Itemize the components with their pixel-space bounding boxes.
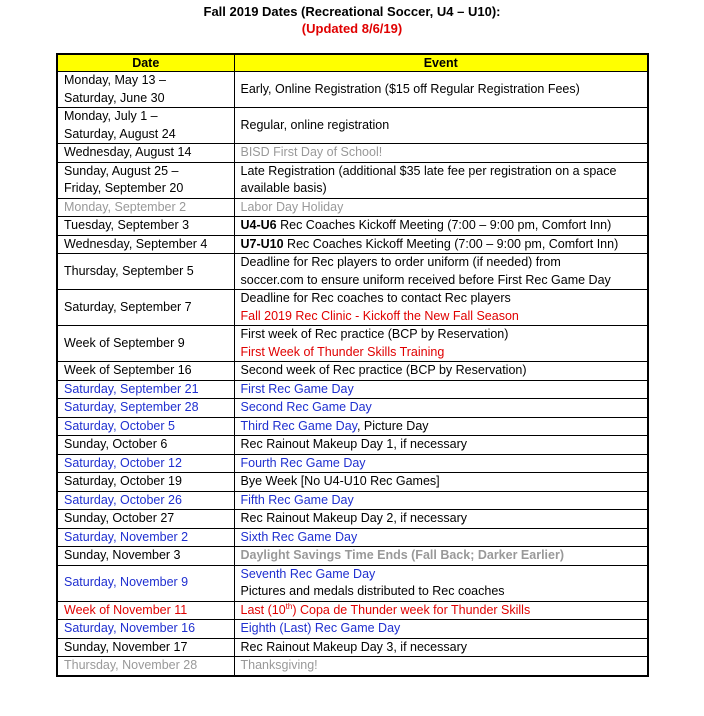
date-line: Sunday, August 25 – xyxy=(64,163,179,178)
table-row xyxy=(57,326,648,362)
event-cell: Second Rec Game Day xyxy=(234,399,648,418)
date-cell xyxy=(57,108,234,144)
ordinal-suffix: th xyxy=(285,601,293,611)
table-row xyxy=(57,254,648,290)
date-cell: Sunday, October 27 xyxy=(57,510,234,529)
event-cell: BISD First Day of School! xyxy=(234,144,648,163)
event-cell: Rec Rainout Makeup Day 2, if necessary xyxy=(234,510,648,529)
date-line: Monday, May 13 – xyxy=(64,73,166,87)
date-cell: Saturday, November 16 xyxy=(57,620,234,639)
date-cell: Saturday, November 2 xyxy=(57,528,234,547)
date-column-header: Date xyxy=(57,54,234,72)
event-cell: Sixth Rec Game Day xyxy=(234,528,648,547)
table-row xyxy=(57,399,648,418)
age-group-label: U4-U6 xyxy=(240,218,277,232)
date-cell: Thursday, November 28 xyxy=(57,657,234,676)
updated-note: (Updated 8/6/19) xyxy=(301,21,403,36)
event-cell: Second week of Rec practice (BCP by Reservation) xyxy=(234,362,648,381)
event-text: ) Copa de Thunder week for Thunder Skills xyxy=(292,602,531,617)
event-cell: Early, Online Registration ($15 off Regular Registration Fees) xyxy=(234,72,648,108)
date-cell: Saturday, October 12 xyxy=(57,454,234,473)
date-cell: Tuesday, September 3 xyxy=(57,217,234,236)
event-line: First week of Rec practice (BCP by Reservation) xyxy=(240,327,509,341)
date-cell: Wednesday, September 4 xyxy=(57,235,234,254)
event-line: Deadline for Rec players to order uniform (if needed) from xyxy=(240,255,561,269)
table-row xyxy=(57,162,648,198)
date-cell: Saturday, October 5 xyxy=(57,417,234,436)
table-row xyxy=(57,491,648,510)
table-row xyxy=(57,362,648,381)
event-cell: Rec Rainout Makeup Day 3, if necessary xyxy=(234,638,648,657)
event-cell: Thanksgiving! xyxy=(234,657,648,676)
table-row xyxy=(57,528,648,547)
table-row xyxy=(57,108,648,144)
date-cell: Sunday, November 17 xyxy=(57,638,234,657)
event-cell xyxy=(234,417,648,436)
event-cell: Fifth Rec Game Day xyxy=(234,491,648,510)
event-suffix: , Picture Day xyxy=(356,418,429,433)
event-line: Pictures and medals distributed to Rec coaches xyxy=(240,584,505,598)
schedule-table xyxy=(56,53,649,677)
table-row xyxy=(57,198,648,217)
table-row xyxy=(57,436,648,455)
date-cell xyxy=(57,72,234,108)
date-line: Friday, September 20 xyxy=(64,181,184,195)
event-text: Rec Coaches Kickoff Meeting (7:00 – 9:00 pm, Comfort Inn) xyxy=(283,236,619,251)
event-cell xyxy=(234,217,648,236)
event-cell xyxy=(234,601,648,620)
date-line: Saturday, August 24 xyxy=(64,126,176,141)
date-cell: Saturday, September 7 xyxy=(57,290,234,326)
event-cell xyxy=(234,290,648,326)
event-cell: Bye Week [No U4-U10 Rec Games] xyxy=(234,473,648,492)
event-cell: Labor Day Holiday xyxy=(234,198,648,217)
event-line: First Week of Thunder Skills Training xyxy=(240,344,445,359)
date-cell: Saturday, November 9 xyxy=(57,565,234,601)
date-cell: Sunday, November 3 xyxy=(57,547,234,566)
date-cell: Saturday, October 26 xyxy=(57,491,234,510)
event-line: Seventh Rec Game Day xyxy=(240,566,376,581)
event-text: Rec Coaches Kickoff Meeting (7:00 – 9:00 pm, Comfort Inn) xyxy=(276,218,612,232)
date-cell: Wednesday, August 14 xyxy=(57,144,234,163)
table-row xyxy=(57,235,648,254)
table-row xyxy=(57,72,648,108)
date-line: Saturday, June 30 xyxy=(64,90,165,105)
event-cell: Fourth Rec Game Day xyxy=(234,454,648,473)
table-row xyxy=(57,565,648,601)
event-line: Late Registration (additional $35 late fee per registration on a space xyxy=(240,163,617,178)
age-group-label: U7-U10 xyxy=(240,236,284,251)
table-row xyxy=(57,620,648,639)
date-cell xyxy=(57,162,234,198)
event-cell: Daylight Savings Time Ends (Fall Back; Darker Earlier) xyxy=(234,547,648,566)
table-row xyxy=(57,601,648,620)
event-text: Third Rec Game Day xyxy=(240,418,357,433)
event-line: soccer.com to ensure uniform received before First Rec Game Day xyxy=(240,272,611,287)
event-cell xyxy=(234,565,648,601)
event-cell: First Rec Game Day xyxy=(234,380,648,399)
event-cell xyxy=(234,254,648,290)
date-cell: Thursday, September 5 xyxy=(57,254,234,290)
event-cell xyxy=(234,235,648,254)
table-row xyxy=(57,454,648,473)
table-row xyxy=(57,473,648,492)
event-cell xyxy=(234,326,648,362)
event-line: Fall 2019 Rec Clinic - Kickoff the New Fall Season xyxy=(240,308,519,323)
table-row xyxy=(57,547,648,566)
event-cell: Regular, online registration xyxy=(234,108,648,144)
event-text: Last (10 xyxy=(240,602,286,617)
table-row xyxy=(57,638,648,657)
event-cell: Eighth (Last) Rec Game Day xyxy=(234,620,648,639)
date-cell: Saturday, October 19 xyxy=(57,473,234,492)
page-title: Fall 2019 Dates (Recreational Soccer, U4 – U10): xyxy=(203,4,501,19)
date-line: Monday, July 1 – xyxy=(64,109,158,123)
header-row xyxy=(57,54,648,72)
date-cell: Week of November 11 xyxy=(57,601,234,620)
table-row xyxy=(57,657,648,676)
event-cell: Rec Rainout Makeup Day 1, if necessary xyxy=(234,436,648,455)
event-column-header: Event xyxy=(234,54,648,72)
table-row xyxy=(57,380,648,399)
event-cell xyxy=(234,162,648,198)
table-row xyxy=(57,217,648,236)
event-line: available basis) xyxy=(240,181,327,195)
date-cell: Monday, September 2 xyxy=(57,198,234,217)
date-cell: Sunday, October 6 xyxy=(57,436,234,455)
table-row xyxy=(57,510,648,529)
event-line: Deadline for Rec coaches to contact Rec players xyxy=(240,291,511,305)
date-cell: Saturday, September 28 xyxy=(57,399,234,418)
table-row xyxy=(57,144,648,163)
date-cell: Week of September 16 xyxy=(57,362,234,381)
date-cell: Week of September 9 xyxy=(57,326,234,362)
date-cell: Saturday, September 21 xyxy=(57,380,234,399)
table-row xyxy=(57,417,648,436)
table-row xyxy=(57,290,648,326)
